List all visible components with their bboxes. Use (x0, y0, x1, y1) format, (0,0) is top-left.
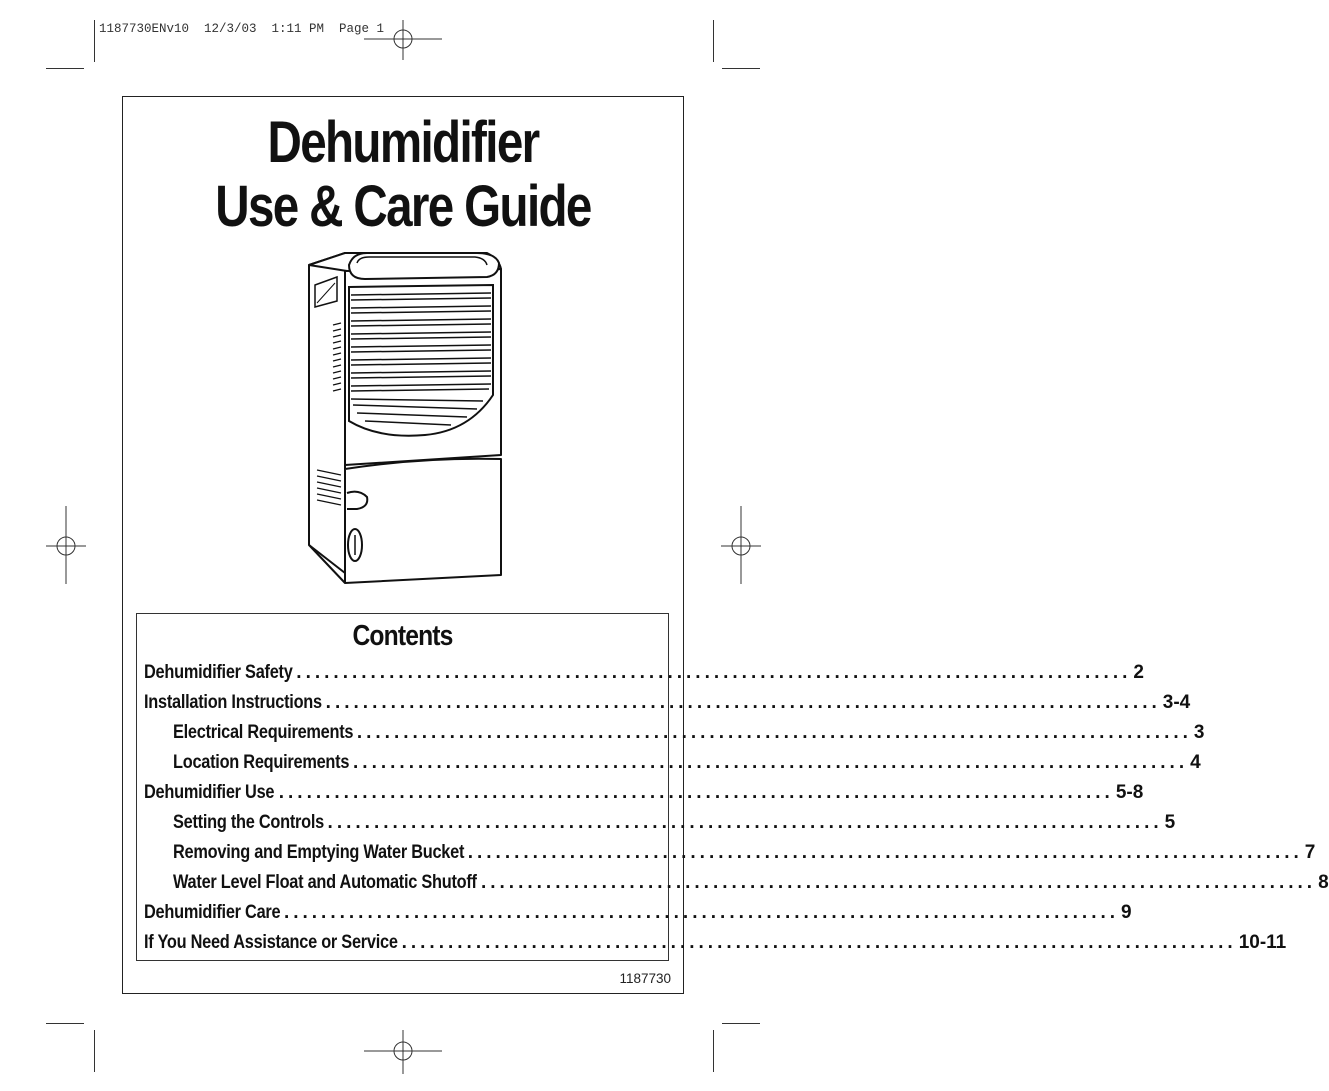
crop-mark (46, 68, 84, 69)
toc-entry-page: 10-11 (1238, 932, 1287, 953)
toc-dot-leader: .......................................................................................... (325, 692, 1161, 713)
crop-mark (722, 68, 760, 69)
toc-entry-page: 5-8 (1115, 782, 1144, 803)
toc-dot-leader: .......................................................................................... (283, 902, 1120, 923)
toc-entry-page: 4 (1190, 752, 1201, 773)
toc-dot-leader: .......................................................................................... (327, 812, 1163, 833)
crop-mark (713, 20, 714, 62)
toc-entry-label: Electrical Requirements (173, 722, 354, 743)
toc-entry-label: Water Level Float and Automatic Shutoff (173, 872, 477, 893)
printer-slug: 1187730ENv10 12/3/03 1:11 PM Page 1 (99, 22, 385, 36)
toc-entry (173, 834, 1316, 864)
toc-entry-page: 5 (1164, 812, 1176, 833)
toc-dot-leader: .......................................................................................... (296, 662, 1132, 683)
toc-dot-leader: .......................................................................................... (480, 872, 1317, 893)
toc-entry-label: Dehumidifier Use (144, 782, 275, 803)
dehumidifier-illustration (287, 245, 507, 585)
toc-entry-label: Installation Instructions (144, 692, 322, 713)
toc-entry (144, 894, 1132, 924)
toc-entry-label: Location Requirements (173, 752, 350, 773)
crop-mark (94, 20, 95, 62)
toc-entry (173, 804, 1176, 834)
toc-entry (144, 924, 1287, 954)
contents-heading: Contents (352, 620, 453, 652)
cover-frame (122, 96, 1329, 994)
crop-mark (94, 1030, 95, 1072)
toc-entry-label: Setting the Controls (173, 812, 324, 833)
toc-entry-label: Dehumidifier Care (144, 902, 281, 923)
toc-dot-leader: .......................................................................................... (353, 752, 1189, 773)
toc-entry-page: 8 (1318, 872, 1329, 893)
toc-entry (173, 864, 1329, 894)
toc-dot-leader: .......................................................................................... (356, 722, 1192, 743)
registration-mark-icon (721, 506, 761, 586)
toc-dot-leader: .......................................................................................... (467, 842, 1303, 863)
crop-mark (46, 1023, 84, 1024)
toc-entry (144, 654, 1144, 684)
toc-entry-page: 7 (1304, 842, 1316, 863)
toc-entry (144, 774, 1144, 804)
contents-box (136, 613, 1329, 961)
toc-dot-leader: .......................................................................................... (278, 782, 1114, 803)
toc-entry-page: 2 (1133, 662, 1144, 683)
crop-mark (722, 1023, 760, 1024)
toc-entry-page: 3-4 (1162, 692, 1191, 713)
registration-mark-icon (364, 20, 444, 60)
toc-entry (173, 744, 1201, 774)
toc-entry-label: If You Need Assistance or Service (144, 932, 398, 953)
toc-entry-page: 3 (1193, 722, 1205, 743)
registration-mark-icon (46, 506, 86, 586)
toc-entry-page: 9 (1121, 902, 1132, 923)
title-line-1: Dehumidifier (267, 110, 539, 175)
toc-entry (144, 684, 1191, 714)
registration-mark-icon (364, 1030, 444, 1074)
toc-dot-leader: .......................................................................................... (401, 932, 1237, 953)
part-number: 1187730 (619, 971, 671, 986)
title-line-2: Use & Care Guide (215, 174, 591, 239)
crop-mark (713, 1030, 714, 1072)
toc-entry-label: Removing and Emptying Water Bucket (173, 842, 465, 863)
toc-entry-label: Dehumidifier Safety (144, 662, 293, 683)
toc-entry (173, 714, 1205, 744)
